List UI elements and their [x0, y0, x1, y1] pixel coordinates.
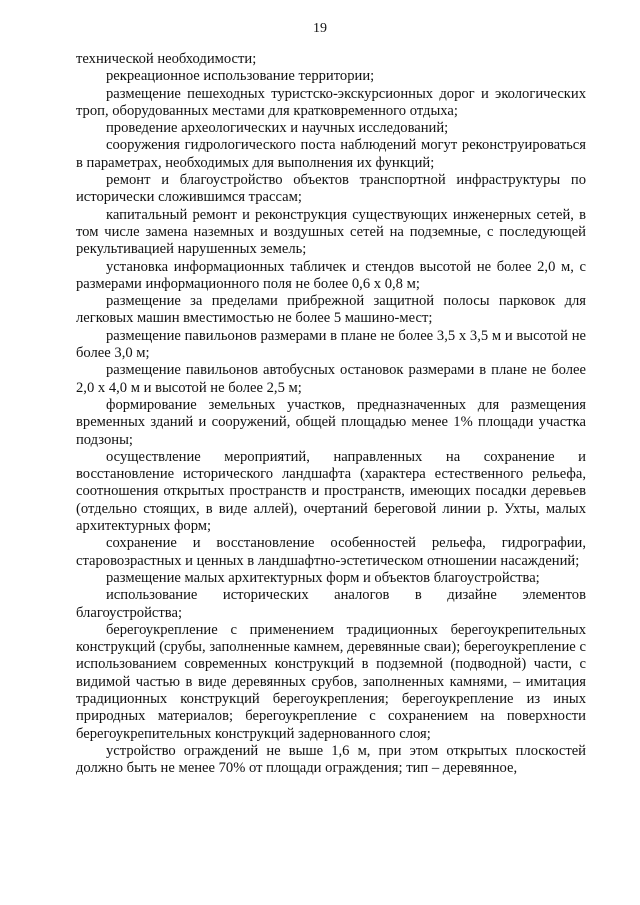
paragraph-14: сохранение и восстановление особенностей рельефа, гидрографии, старовозрастных и ценных в ландшафтно-эстетическом отношении насаждений;: [76, 535, 586, 569]
paragraph-9: размещение за пределами прибрежной защитной полосы парковок для легковых машин вместимостью не более 5 машино-мест;: [76, 293, 586, 327]
paragraph-4: проведение археологических и научных исследований;: [106, 120, 449, 137]
paragraph-16: использование исторических аналогов в дизайне элементов благоустройства;: [76, 587, 586, 621]
paragraph-6: ремонт и благоустройство объектов транспортной инфраструктуры по исторически сложившимся трассам;: [76, 172, 586, 206]
document-body: [76, 51, 586, 777]
paragraph-13: осуществление мероприятий, направленных на сохранение и восстановление исторического ландшафта (характера естественного рельефа, соотношения открытых пространств и пространств, имеющих посадки деревьев (отдельно стоящих, в виде аллей), очертаний береговой линии р. Ухты, малых архитектурных форм;: [76, 448, 586, 535]
paragraph-5: сооружения гидрологического поста наблюдений могут реконструироваться в параметрах, необходимых для выполнения их функций;: [76, 137, 586, 171]
paragraph-18: устройство ограждений не выше 1,6 м, при этом открытых плоскостей должно быть не менее 70% от площади ограждения; тип – деревянное,: [76, 742, 586, 777]
paragraph-15: размещение малых архитектурных форм и объектов благоустройства;: [106, 569, 540, 586]
paragraph-2: рекреационное использование территории;: [106, 68, 375, 85]
paragraph-3: размещение пешеходных туристско-экскурсионных дорог и экологических троп, оборудованных местами для кратковременного отдыха;: [76, 85, 586, 119]
paragraph-8: установка информационных табличек и стендов высотой не более 2,0 м, с размерами информационного поля не более 0,6 х 0,8 м;: [76, 258, 586, 292]
paragraph-10: размещение павильонов размерами в плане не более 3,5 х 3,5 м и высотой не более 3,0 м;: [76, 327, 586, 362]
paragraph-11: размещение павильонов автобусных остановок размерами в плане не более 2,0 х 4,0 м и высотой не более 2,5 м;: [76, 362, 586, 396]
paragraph-12: формирование земельных участков, предназначенных для размещения временных зданий и сооружений, общей площадью менее 1% площади участка подзоны;: [76, 396, 586, 448]
paragraph-17: берегоукрепление с применением традиционных берегоукрепительных конструкций (срубы, заполненные камнем, деревянные сваи); берегоукрепление с использованием современных конструкций в подземной (подводной) части, с видимой частью в виде деревянных срубов, заполненных камнями, – имитация традиционных конструкций берегоукрепления; берегоукрепление из иных природных материалов; берегоукрепление с сохранением на поверхности берегоукрепительных конструкций задернованного слоя;: [76, 621, 586, 742]
paragraph-1: технической необходимости;: [76, 51, 257, 67]
page-number: 19: [313, 21, 327, 36]
paragraph-7: капитальный ремонт и реконструкция существующих инженерных сетей, в том числе замена наземных и воздушных сетей на подземные, с последующей рекультивацией нарушенных земель;: [76, 206, 586, 258]
